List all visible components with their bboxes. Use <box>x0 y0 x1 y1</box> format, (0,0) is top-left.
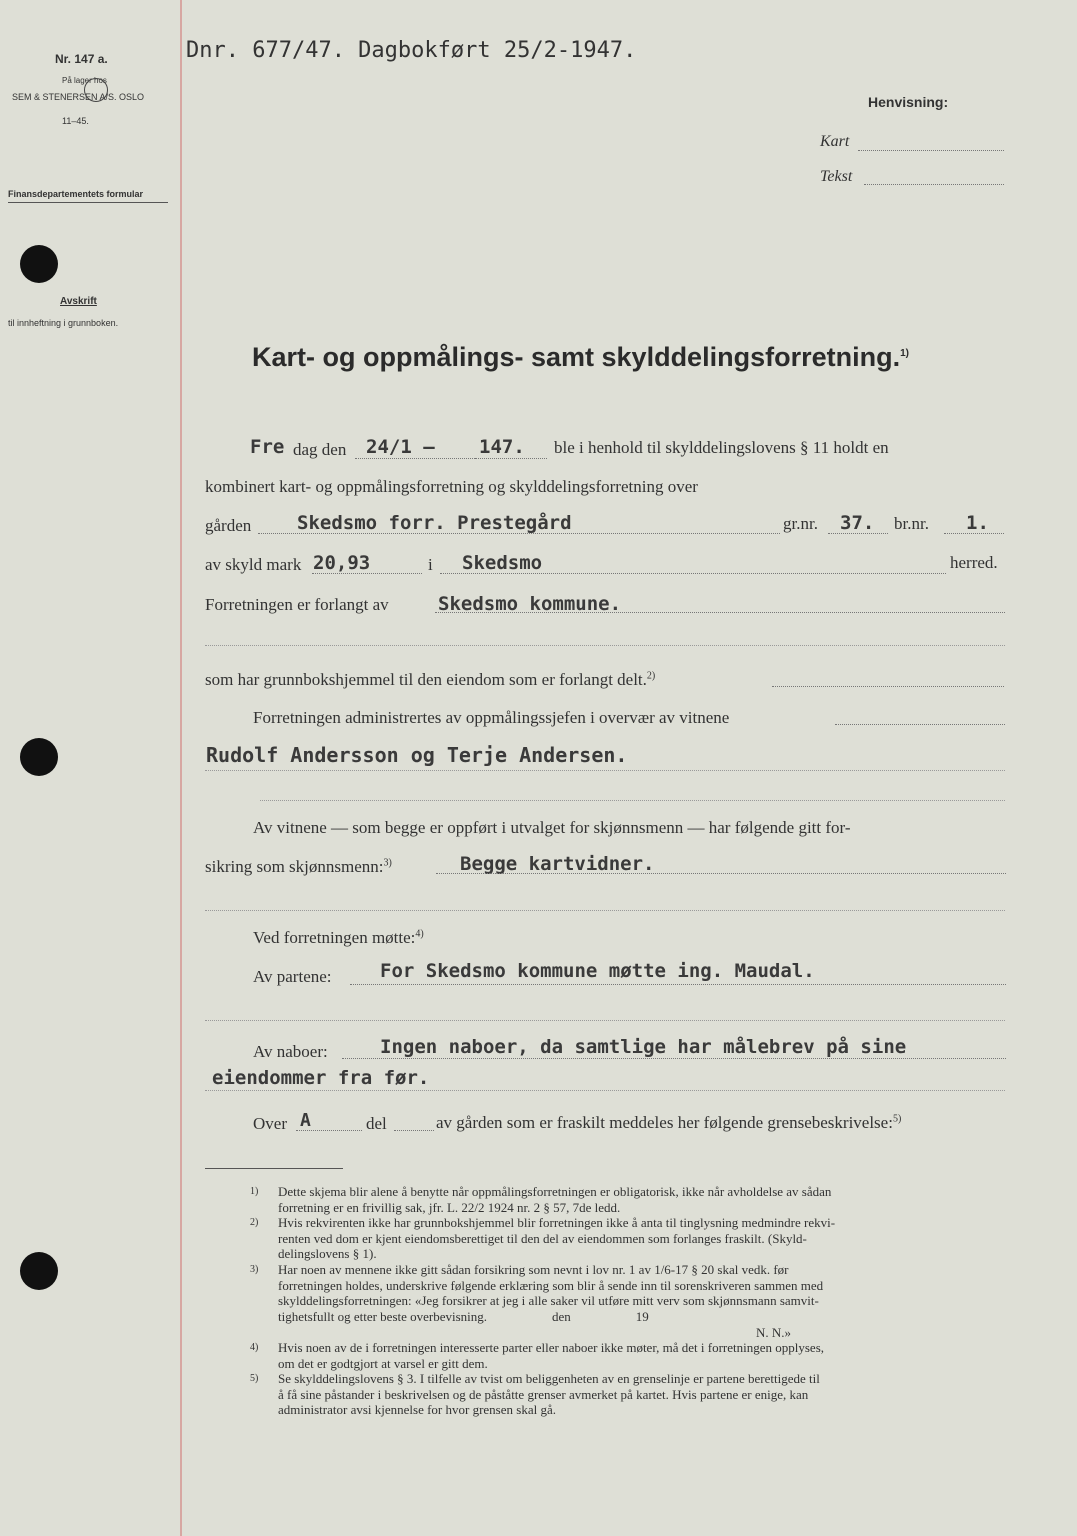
requested-by-field[interactable] <box>435 612 1005 613</box>
line6 <box>205 670 655 690</box>
witnesses: Rudolf Andersson og Terje Andersen. <box>206 743 628 767</box>
footnote-line: om det er godtgjort at varsel er gitt dem. <box>278 1355 488 1371</box>
footnote-mark: 5) <box>250 1373 259 1384</box>
grnr-label: gr.nr. <box>783 514 818 533</box>
map-label: Kart <box>820 133 850 150</box>
map-reference-field[interactable] <box>858 150 1004 151</box>
blank-line-2 <box>260 800 1005 801</box>
assurance-field[interactable] <box>436 873 1006 874</box>
footnote-signature <box>756 1325 791 1341</box>
footnote-line: skylddelingsforretningen: «Jeg forsikrer at jeg i alle saker vil utføre mitt verv som skjønnsmann samvit- <box>278 1293 819 1308</box>
herred-name: Skedsmo <box>462 552 543 574</box>
copy-purpose: til innheftning i grunnboken. <box>8 318 119 328</box>
line6-note: 2) <box>646 670 656 682</box>
brnr-field[interactable] <box>944 533 1004 534</box>
footnote-line: tighetsfullt og etter beste overbevisning. den 19 <box>278 1308 649 1324</box>
line6-text: som har grunnbokshjemmel til den eiendom som er forlangt delt. <box>205 670 647 689</box>
neighbours-value-b: eiendommer fra før. <box>212 1067 430 1089</box>
footnote-line: administrator avsi kjennelse for hvor grensen skal gå. <box>278 1402 556 1417</box>
line10 <box>205 857 392 877</box>
line7-field[interactable] <box>835 724 1005 725</box>
del-label: del <box>366 1114 387 1133</box>
year-field[interactable] <box>475 458 547 459</box>
footnote-line: forretningen holdes, underskrive følgende erklæring som blir å sende inn til sorenskriveren sammen med <box>278 1277 824 1293</box>
in-label: i <box>428 555 433 574</box>
footnote-line: N. N.» <box>756 1325 792 1340</box>
witness-line <box>205 770 1005 771</box>
footnote-1 <box>250 1184 832 1215</box>
footnote-line: Se skylddelingslovens § 3. I tilfelle av tvist om beliggenheten av en grenselinje er partene berettigede til <box>278 1371 820 1386</box>
line14-rest <box>436 1113 901 1133</box>
publisher-line1: På lager hos <box>62 76 107 85</box>
footnote-line: Dette skjema blir alene å benytte når oppmålingsforretningen er obligatorisk, ikke når avholdelse av sådan <box>278 1184 832 1199</box>
line9: Av vitnene — som begge er oppført i utvalget for skjønnsmenn — har følgende gitt for- <box>253 818 851 837</box>
form-owner: Finansdepartementets formular <box>8 189 144 199</box>
farm-field[interactable] <box>258 533 780 534</box>
line11-text: Ved forretningen møtte: <box>253 928 416 947</box>
line11 <box>253 928 424 948</box>
publisher-seal-icon <box>84 78 108 102</box>
footnote-line: å få sine påstander i beskrivelsen og de påståtte grenser avmerket på kartet. Hvis partene er enige, kan <box>278 1386 809 1402</box>
line14-note: 5) <box>892 1113 902 1125</box>
neighbours-line-2 <box>205 1090 1005 1091</box>
footnote-2 <box>250 1215 836 1262</box>
grnr-field[interactable] <box>828 533 888 534</box>
blank-line-1 <box>205 645 1005 646</box>
over-field[interactable] <box>296 1130 362 1131</box>
form-number: Nr. 147 a. <box>55 52 108 66</box>
punch-hole-bottom <box>20 1252 58 1290</box>
day-label: dag den <box>293 440 347 459</box>
blank-line-4 <box>205 1020 1005 1021</box>
line10-note: 3) <box>383 857 392 869</box>
neighbours-label: Av naboer: <box>253 1042 328 1061</box>
brnr-label: br.nr. <box>894 514 929 533</box>
line10-text: sikring som skjønnsmenn: <box>205 857 384 876</box>
blank-line-3 <box>205 910 1005 911</box>
assurance-value: Begge kartvidner. <box>460 853 655 875</box>
footnote-line: Har noen av mennene ikke gitt sådan forsikring som nevnt i lov nr. 1 av 1/6-17 § 20 skal vedk. før <box>278 1262 789 1277</box>
over-mark: A <box>300 1110 311 1131</box>
skyld-label: av skyld mark <box>205 555 302 574</box>
title-note: 1) <box>900 348 909 359</box>
over-label: Over <box>253 1114 287 1133</box>
footnote-line: delingslovens § 1). <box>278 1246 377 1261</box>
footnote-3 <box>250 1262 824 1324</box>
footnote-4 <box>250 1340 825 1371</box>
del-field[interactable] <box>394 1130 434 1131</box>
neighbours-field[interactable] <box>342 1058 1006 1059</box>
parties-field[interactable] <box>350 984 1006 985</box>
footnote-mark: 4) <box>250 1342 259 1353</box>
dnr-stamp: Dnr. 677/47. Dagbokført 25/2-1947. <box>186 38 637 63</box>
requested-by-value: Skedsmo kommune. <box>438 593 622 615</box>
farm-name: Skedsmo forr. Prestegård <box>297 512 572 534</box>
herred-label: herred. <box>950 553 998 572</box>
date-field[interactable] <box>355 458 475 459</box>
footnote-line: renten ved dom er kjent eiendomsberettiget til den del av eiendommen som forlanges fraskilt. (Skyld- <box>278 1230 807 1246</box>
parties-label: Av partene: <box>253 967 332 986</box>
text-label: Tekst <box>820 168 853 185</box>
farm-label: gården <box>205 516 252 535</box>
footnote-line: Hvis noen av de i forretningen interesserte parter eller naboer ikke møter, må det i forretningen opplyses, <box>278 1340 825 1355</box>
punch-hole-top <box>20 245 58 283</box>
parties-value: For Skedsmo kommune møtte ing. Maudal. <box>380 960 815 982</box>
form-title-text: Kart- og oppmålings- samt skylddelingsforretning. <box>252 342 901 372</box>
publisher-line2: SEM & STENERSEN A/S. OSLO <box>12 92 145 102</box>
skyld-value: 20,93 <box>313 552 371 574</box>
line2: kombinert kart- og oppmålingsforretning og skylddelingsforretning over <box>205 477 698 496</box>
margin-rule <box>180 0 182 1536</box>
footnote-5 <box>250 1371 820 1418</box>
reference-label: Henvisning: <box>868 94 949 110</box>
footnote-separator <box>205 1168 343 1169</box>
herred-field[interactable] <box>440 573 946 574</box>
footnote-mark: 1) <box>250 1186 259 1197</box>
print-code: 11–45. <box>62 116 89 126</box>
line11-note: 4) <box>415 928 424 940</box>
day-date: 24/1 – <box>366 436 435 458</box>
neighbours-value-a: Ingen naboer, da samtlige har målebrev på sine <box>380 1036 907 1058</box>
line7: Forretningen administrertes av oppmålingssjefen i overvær av vitnene <box>253 708 730 727</box>
footnote-mark: 2) <box>250 1217 259 1228</box>
copy-label: Avskrift <box>60 296 97 307</box>
grnr-value: 37. <box>840 512 875 534</box>
line6-field[interactable] <box>772 686 1004 687</box>
punch-hole-middle <box>20 738 58 776</box>
brnr-value: 1. <box>966 512 989 534</box>
text-reference-field[interactable] <box>864 184 1004 185</box>
day-prefix: Fre <box>250 436 285 458</box>
footnote-line: forretning er en frivillig sak, jfr. L. 22/2 1924 nr. 2 § 57, 7de ledd. <box>278 1199 621 1215</box>
line14-text: av gården som er fraskilt meddeles her følgende grensebeskrivelse: <box>436 1113 893 1132</box>
footnote-mark: 3) <box>250 1264 259 1275</box>
form-owner-underline <box>8 202 168 203</box>
skyld-field[interactable] <box>312 573 422 574</box>
requested-by-label: Forretningen er forlangt av <box>205 595 389 614</box>
line1-rest: ble i henhold til skylddelingslovens § 11 holdt en <box>554 438 889 457</box>
form-title <box>252 342 909 373</box>
footnote-line: Hvis rekvirenten ikke har grunnbokshjemmel blir forretningen ikke å anta til tinglysning medmindre rekvi- <box>278 1215 836 1230</box>
day-year: 147. <box>479 436 525 458</box>
